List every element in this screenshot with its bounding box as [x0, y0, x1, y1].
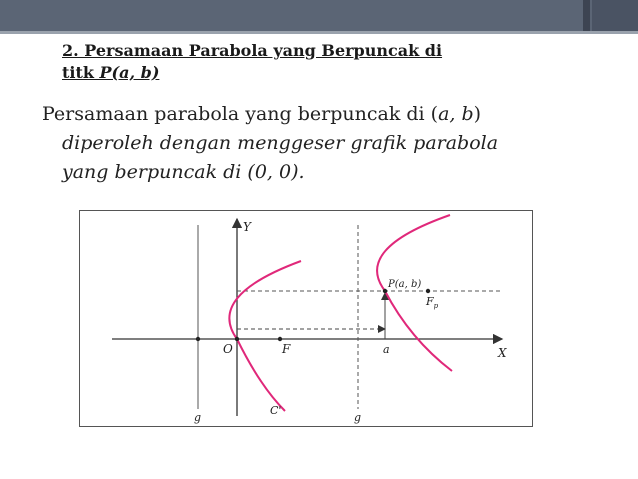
- body-line-3: yang berpuncak di (0, 0).: [62, 161, 305, 183]
- label-focus-2: $F_p$: [426, 295, 439, 310]
- body-line-1-math: a, b: [438, 103, 474, 125]
- parabola-diagram: [80, 211, 532, 426]
- title-line-2-prefix: titk: [62, 63, 100, 82]
- body-line-2: diperoleh dengan menggeser grafik parabola: [62, 132, 499, 154]
- label-origin: O: [223, 342, 233, 356]
- body-line-1-text: Persamaan parabola yang berpuncak di (: [42, 103, 439, 125]
- point-focus-2: [426, 289, 430, 293]
- point-directrix-1: [196, 337, 200, 341]
- title-line-1: 2. Persamaan Parabola yang Berpuncak di: [62, 41, 443, 60]
- body-paragraph: [42, 100, 622, 187]
- label-focus-1: F: [282, 342, 291, 356]
- title-line-2-math: P(a, b): [99, 63, 160, 82]
- point-focus-1: [278, 337, 282, 341]
- top-bar: [0, 0, 638, 31]
- label-directrix-2: g: [354, 411, 362, 424]
- point-vertex-2: [383, 289, 387, 293]
- label-y-axis: Y: [243, 220, 251, 234]
- label-directrix-1: g: [194, 411, 202, 424]
- parabola-figure: [79, 210, 533, 427]
- label-shift-a: a: [383, 343, 390, 356]
- top-bar-block: [583, 0, 590, 31]
- label-vertex-2: P(a, b): [388, 279, 422, 290]
- point-origin: [235, 337, 239, 341]
- body-line-1-end: ): [473, 103, 482, 125]
- label-x-axis: X: [498, 346, 507, 360]
- slide-title: [62, 40, 582, 84]
- top-accent-line: [0, 31, 638, 34]
- body-line-1: [42, 100, 622, 129]
- label-curve-1: C': [270, 404, 282, 417]
- parabola-curve-1: [229, 261, 301, 411]
- top-bar-corner: [592, 0, 638, 31]
